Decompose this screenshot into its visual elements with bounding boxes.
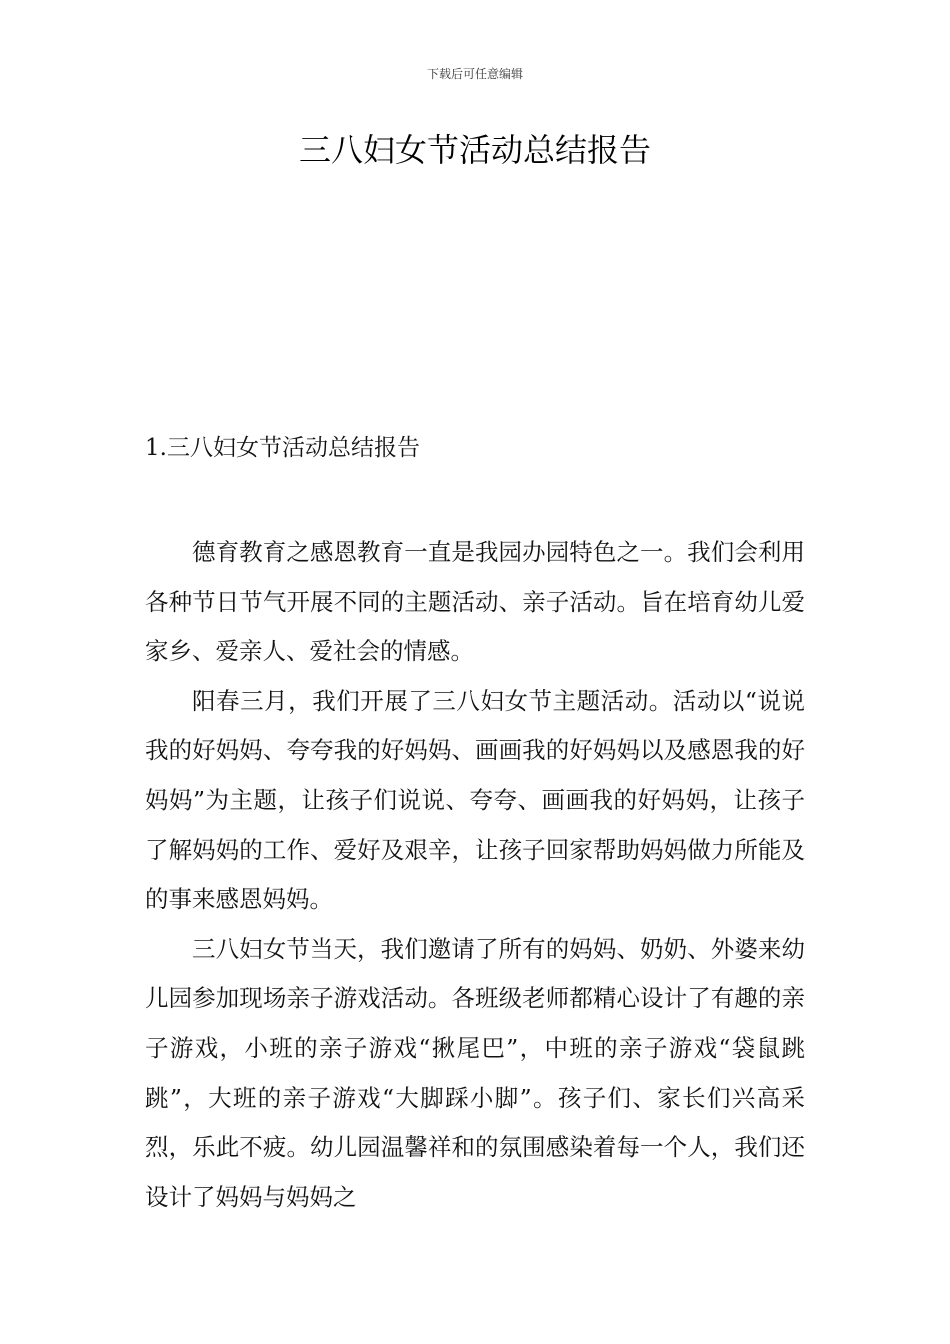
paragraph-3: 三八妇女节当天，我们邀请了所有的妈妈、奶奶、外婆来幼儿园参加现场亲子游戏活动。各班级老师都精心设计了有趣的亲子游戏，小班的亲子游戏“揪尾巴”，中班的亲子游戏“袋鼠跳跳”，大班的亲子游戏“大脚踩小脚”。孩子们、家长们兴高采烈，乐此不疲。幼儿园温馨祥和的氛围感染着每一个人，我们还设计了妈妈与妈妈之 (145, 934, 805, 1211)
document-title: 三八妇女节活动总结报告 (298, 131, 651, 169)
paragraph-1: 德育教育之感恩教育一直是我园办园特色之一。我们会利用各种节日节气开展不同的主题活动、亲子活动。旨在培育幼儿爱家乡、爱亲人、爱社会的情感。 (145, 538, 805, 666)
paragraph-2: 阳春三月，我们开展了三八妇女节主题活动。活动以“说说我的好妈妈、夸夸我的好妈妈、画画我的好妈妈以及感恩我的好妈妈”为主题，让孩子们说说、夸夸、画画我的好妈妈，让孩子了解妈妈的工作、爱好及艰辛，让孩子回家帮助妈妈做力所能及的事来感恩妈妈。 (145, 686, 805, 914)
body-text (145, 528, 805, 1222)
section-heading: 1.三八妇女节活动总结报告 (145, 435, 420, 461)
header-note: 下载后可任意编辑 (426, 67, 523, 81)
